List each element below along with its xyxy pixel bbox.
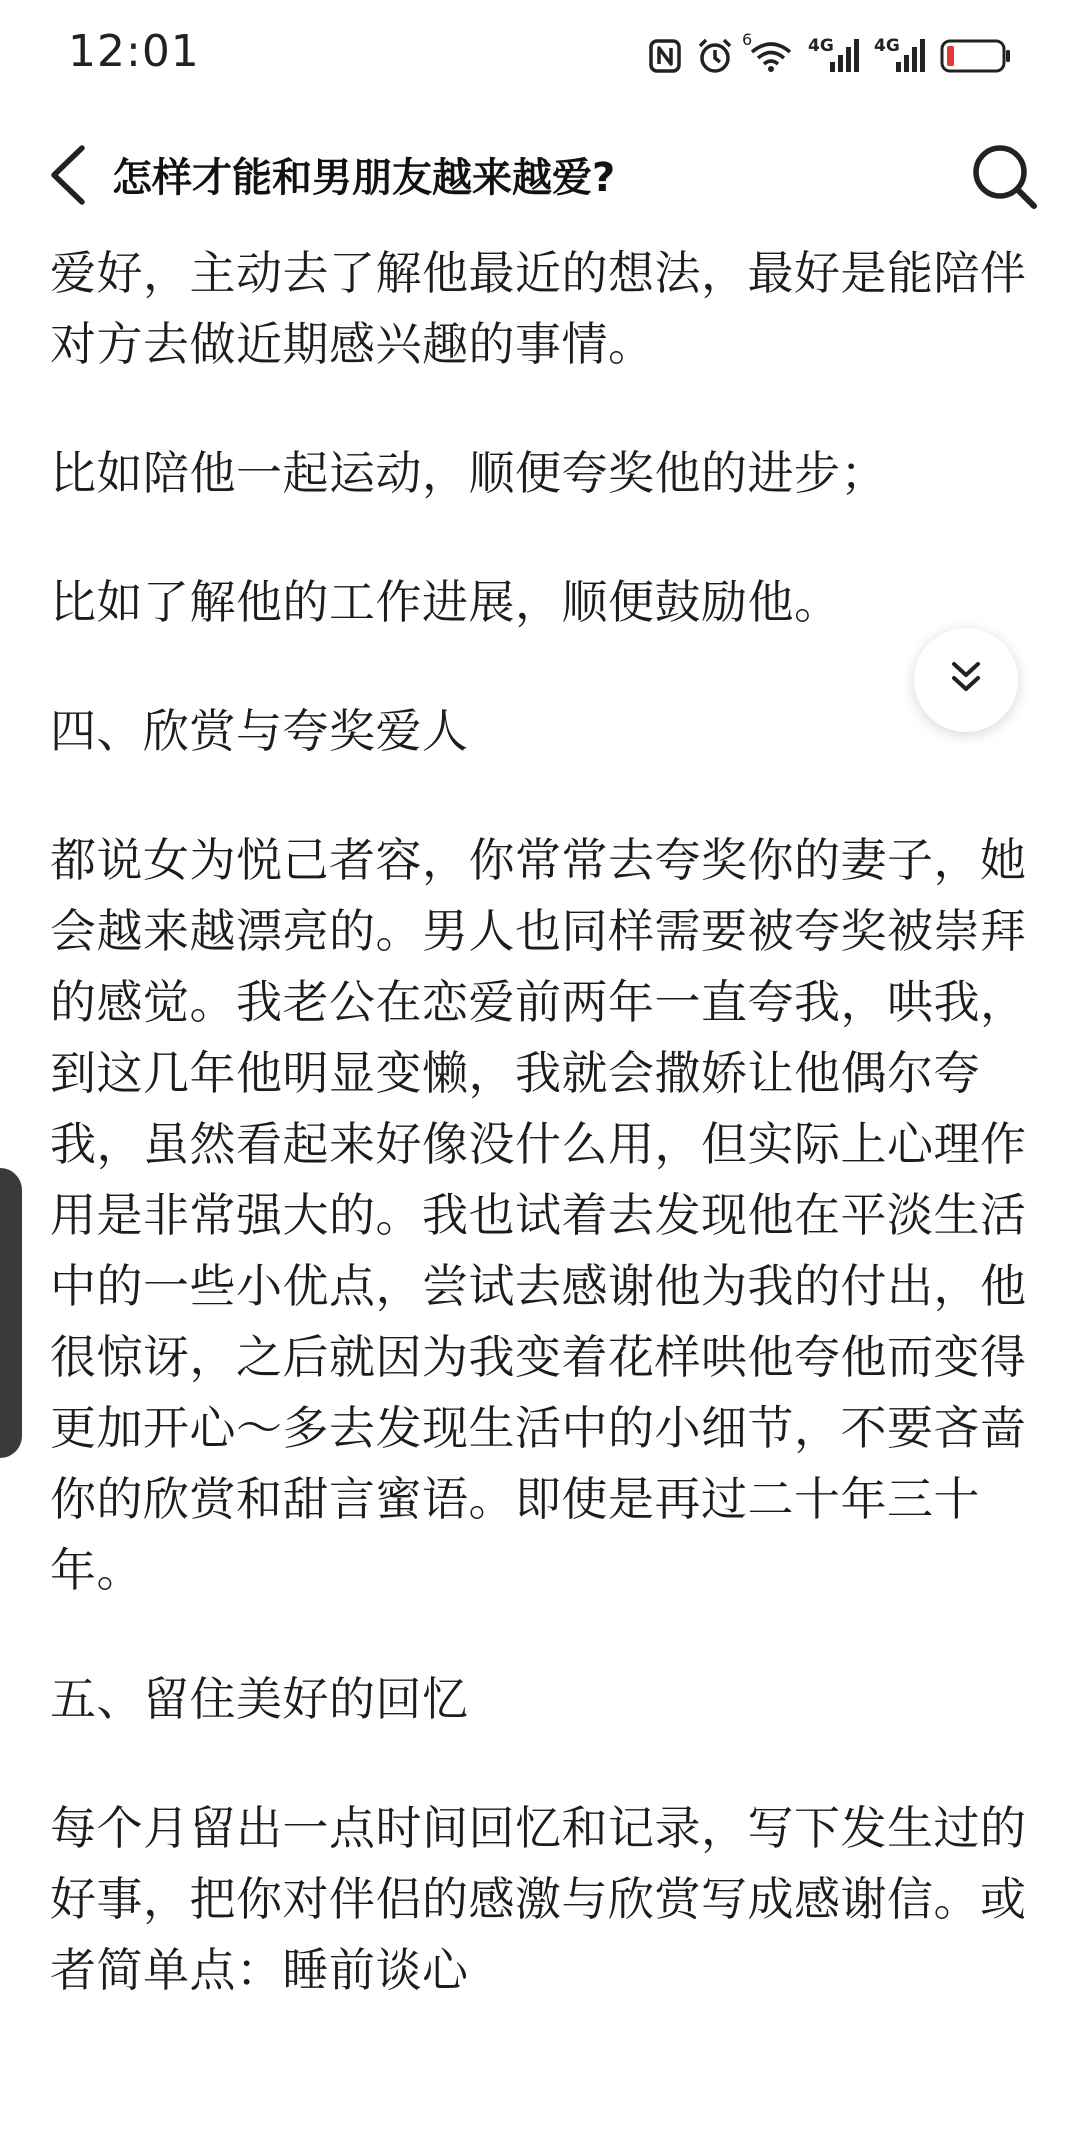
alarm-icon: [696, 37, 734, 75]
paragraph: 爱好，主动去了解他最近的想法，最好是能陪伴对方去做近期感兴趣的事情。: [50, 246, 1027, 371]
wifi-badge: 6: [742, 30, 753, 49]
status-icons: [648, 30, 1012, 78]
chevron-left-icon: [38, 195, 98, 214]
expand-button[interactable]: [914, 628, 1018, 732]
section-heading: 五、留住美好的回忆: [50, 1672, 469, 1726]
paragraph: 都说女为悦己者容，你常常去夸奖你的妻子，她会越来越漂亮的。男人也同样需要被夸奖被崇拜的感觉。我老公在恋爱前两年一直夸我，哄我，到这几年他明显变懒，我就会撒娇让他偶尔夸我，虽然看起来好像没什么用，但实际上心理作用是非常强大的。我也试着去发现他在平淡生活中的一些小优点，尝试去感谢他为我的付出，他很惊讶，之后就因为我变着花样哄他夸他而变得更加开心～多去发现生活中的小细节，不要吝啬你的欣赏和甜言蜜语。即使是再过二十年三十年。: [50, 833, 1027, 1597]
signal-4g-icon: [808, 36, 860, 76]
section-heading: 四、欣赏与夸奖爱人: [50, 704, 469, 758]
page-title: 怎样才能和男朋友越来越爱?: [112, 155, 616, 201]
signal-4g-icon: [874, 36, 926, 76]
paragraph: 每个月留出一点时间回忆和记录，写下发生过的好事，把你对伴侣的感激与欣赏写成感谢信。或者简单点：睡前谈心: [50, 1801, 1027, 1997]
search-button[interactable]: [966, 138, 1042, 214]
status-bar: [0, 0, 1080, 112]
back-button[interactable]: [38, 140, 98, 210]
edge-panel-handle[interactable]: [0, 1168, 22, 1458]
status-time: 12:01: [68, 26, 200, 77]
search-icon: [966, 199, 1042, 218]
nav-bar: [0, 112, 1080, 238]
article-content: [50, 238, 1030, 2006]
double-chevron-down-icon: [946, 658, 986, 702]
network-label-1: 4G: [808, 36, 834, 56]
wifi-icon: [742, 30, 794, 74]
network-label-2: 4G: [874, 36, 900, 56]
paragraph: 比如陪他一起运动，顺便夸奖他的进步；: [50, 446, 887, 500]
battery-icon: [940, 39, 1012, 73]
nfc-icon: [648, 38, 682, 74]
paragraph: 比如了解他的工作进展，顺便鼓励他。: [50, 575, 841, 629]
